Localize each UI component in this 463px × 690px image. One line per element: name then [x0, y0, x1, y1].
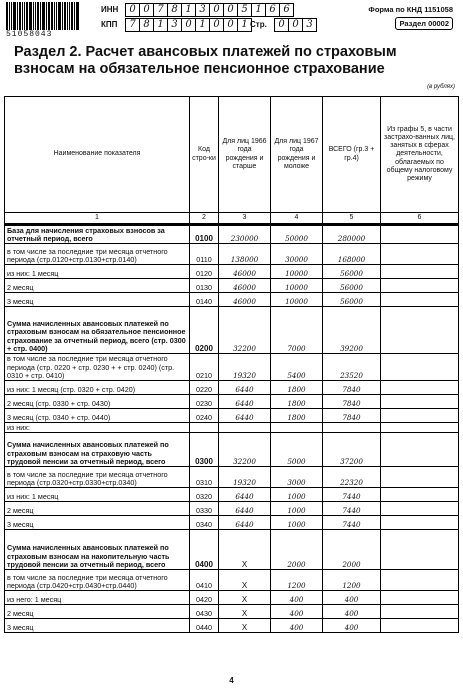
- value-col6: [381, 279, 459, 293]
- barcode-number: 51058043: [6, 30, 53, 39]
- header-col6: Из графы 5, в части застрахо-ванных лиц, занятых в сферах деятельности, облагаемых по общему налоговому режиму: [381, 97, 459, 213]
- row-code: 0130: [190, 279, 219, 293]
- table-row: [5, 395, 459, 409]
- kpp-label: КПП: [101, 20, 118, 29]
- column-number: 5: [323, 213, 381, 225]
- column-number: 1: [5, 213, 190, 225]
- digit-cell: 3: [302, 18, 317, 32]
- header-col4: Для лиц 1967 года рождения и моложе: [271, 97, 323, 213]
- row-name: 3 месяц (стр. 0340 + стр. 0440): [5, 409, 190, 423]
- value-col3: 230000: [219, 225, 271, 244]
- row-name: 3 месяц: [5, 619, 190, 633]
- value-col4: 1000: [271, 516, 323, 530]
- barcode-bar: [64, 2, 66, 30]
- value-col5: 2000: [323, 530, 381, 570]
- page-number: 4: [229, 676, 234, 685]
- contributions-table: [4, 96, 459, 633]
- row-code: 0230: [190, 395, 219, 409]
- barcode-bar: [67, 2, 68, 30]
- row-code: 0210: [190, 354, 219, 381]
- row-name: в том числе за последние три месяца отчетного периода (стр. 0220 + стр. 0230 + + стр. 0240) (стр. 0310 + стр. 0410): [5, 354, 190, 381]
- page-cells: [274, 18, 316, 32]
- digit-cell: 8: [167, 3, 182, 17]
- inn-label: ИНН: [101, 5, 119, 14]
- barcode-bar: [74, 2, 75, 30]
- row-code: 0240: [190, 409, 219, 423]
- units-label: (в рублях): [427, 84, 455, 90]
- row-code: 0300: [190, 433, 219, 467]
- value-col3: Х: [219, 570, 271, 591]
- value-col6: [381, 395, 459, 409]
- value-col6: [381, 530, 459, 570]
- value-col6: [381, 488, 459, 502]
- column-number: 3: [219, 213, 271, 225]
- barcode-bar: [13, 2, 16, 30]
- inn-cells: [125, 3, 293, 17]
- row-name: из него: 1 месяц: [5, 591, 190, 605]
- value-col3: [219, 423, 271, 433]
- barcode-bar: [22, 2, 23, 30]
- barcode-bar: [56, 2, 57, 30]
- value-col3: Х: [219, 605, 271, 619]
- value-col5: 7440: [323, 488, 381, 502]
- value-col4: 5000: [271, 433, 323, 467]
- table-row: [5, 409, 459, 423]
- value-col3: 32200: [219, 307, 271, 354]
- row-name: Сумма начисленных авансовых платежей по страховым взносам на накопительную часть трудовой пенсии за отчетный период, всего: [5, 530, 190, 570]
- header-code: Код стро-ки: [190, 97, 219, 213]
- digit-cell: 3: [195, 3, 210, 17]
- row-code: 0410: [190, 570, 219, 591]
- row-code: 0340: [190, 516, 219, 530]
- header-col5: ВСЕГО (гр.3 + гр.4): [323, 97, 381, 213]
- row-name: из них:: [5, 423, 190, 433]
- row-name: База для начисления страховых взносов за отчетный период, всего: [5, 225, 190, 244]
- column-numbers-row: [5, 213, 459, 225]
- digit-cell: 0: [223, 3, 238, 17]
- digit-cell: 6: [265, 3, 280, 17]
- value-col5: 7840: [323, 395, 381, 409]
- value-col3: 6440: [219, 502, 271, 516]
- value-col5: 168000: [323, 244, 381, 265]
- barcode-bar: [58, 2, 61, 30]
- row-name: из них: 1 месяц: [5, 265, 190, 279]
- value-col4: 1800: [271, 409, 323, 423]
- barcode-bar: [29, 2, 32, 30]
- value-col3: 46000: [219, 279, 271, 293]
- value-col4: 1000: [271, 488, 323, 502]
- value-col5: 23520: [323, 354, 381, 381]
- value-col3: 6440: [219, 409, 271, 423]
- table-row: [5, 502, 459, 516]
- row-code: 0120: [190, 265, 219, 279]
- value-col4: 10000: [271, 279, 323, 293]
- table-row: [5, 423, 459, 433]
- value-col4: 3000: [271, 467, 323, 488]
- row-name: в том числе за последние три месяца отчетного периода (стр.0120+стр.0130+стр.0140): [5, 244, 190, 265]
- value-col6: [381, 409, 459, 423]
- digit-cell: 7: [125, 18, 140, 32]
- digit-cell: 1: [181, 3, 196, 17]
- digit-cell: 0: [209, 18, 224, 32]
- value-col5: 280000: [323, 225, 381, 244]
- barcode-bar: [51, 2, 53, 30]
- row-name: 2 месяц: [5, 502, 190, 516]
- value-col4: 30000: [271, 244, 323, 265]
- row-name: Сумма начисленных авансовых платежей по страховым взносам на страховую часть трудовой пенсии за отчетный период, всего: [5, 433, 190, 467]
- row-code: 0320: [190, 488, 219, 502]
- value-col5: [323, 423, 381, 433]
- value-col3: 32200: [219, 433, 271, 467]
- value-col4: 2000: [271, 530, 323, 570]
- value-col5: 400: [323, 591, 381, 605]
- barcode-bar: [71, 2, 73, 30]
- value-col6: [381, 307, 459, 354]
- barcode-bar: [46, 2, 47, 30]
- row-name: в том числе за последние три месяца отчетного периода (стр.0320+стр.0330+стр.0340): [5, 467, 190, 488]
- value-col5: 56000: [323, 265, 381, 279]
- table-row: [5, 381, 459, 395]
- value-col3: 6440: [219, 381, 271, 395]
- table-row: [5, 265, 459, 279]
- row-code: 0330: [190, 502, 219, 516]
- value-col4: 400: [271, 605, 323, 619]
- barcode-bar: [11, 2, 12, 30]
- value-col3: Х: [219, 619, 271, 633]
- value-col3: 46000: [219, 265, 271, 279]
- value-col6: [381, 423, 459, 433]
- value-col5: 56000: [323, 293, 381, 307]
- digit-cell: 1: [153, 18, 168, 32]
- kpp-cells: [125, 18, 251, 32]
- barcode-bar: [6, 2, 8, 30]
- digit-cell: 0: [288, 18, 303, 32]
- barcode-bar: [9, 2, 10, 30]
- barcode-bar: [42, 2, 45, 30]
- row-code: 0200: [190, 307, 219, 354]
- row-name: 2 месяц: [5, 279, 190, 293]
- value-col4: 5400: [271, 354, 323, 381]
- row-name: 3 месяц: [5, 516, 190, 530]
- page-label: Стр.: [250, 20, 267, 29]
- digit-cell: 0: [209, 3, 224, 17]
- page-title: Раздел 2. Расчет авансовых платежей по страховым взносам на обязательное пенсионное страхование: [14, 44, 397, 77]
- table-row: [5, 433, 459, 467]
- value-col5: 39200: [323, 307, 381, 354]
- row-name: 3 месяц: [5, 293, 190, 307]
- header-name: Наименование показателя: [5, 97, 190, 213]
- table-row: [5, 293, 459, 307]
- barcode-bar: [37, 2, 39, 30]
- value-col5: 400: [323, 605, 381, 619]
- table-row: [5, 516, 459, 530]
- row-code: [190, 423, 219, 433]
- value-col6: [381, 381, 459, 395]
- digit-cell: 0: [181, 18, 196, 32]
- value-col3: 138000: [219, 244, 271, 265]
- table-row: [5, 488, 459, 502]
- table-row: [5, 605, 459, 619]
- digit-cell: 1: [237, 18, 252, 32]
- table-row: [5, 570, 459, 591]
- digit-cell: 0: [274, 18, 289, 32]
- row-code: 0110: [190, 244, 219, 265]
- value-col6: [381, 244, 459, 265]
- value-col3: 6440: [219, 516, 271, 530]
- barcode-bar: [19, 2, 21, 30]
- value-col5: 7440: [323, 516, 381, 530]
- value-col5: 7840: [323, 409, 381, 423]
- value-col3: 6440: [219, 488, 271, 502]
- value-col5: 37200: [323, 433, 381, 467]
- row-code: 0310: [190, 467, 219, 488]
- value-col4: [271, 423, 323, 433]
- row-code: 0220: [190, 381, 219, 395]
- row-code: 0400: [190, 530, 219, 570]
- barcode-bar: [76, 2, 79, 30]
- value-col3: 6440: [219, 395, 271, 409]
- value-col6: [381, 591, 459, 605]
- value-col6: [381, 502, 459, 516]
- value-col6: [381, 354, 459, 381]
- barcode-bar: [69, 2, 70, 30]
- value-col4: 1000: [271, 502, 323, 516]
- barcode-bar: [35, 2, 36, 30]
- row-name: в том числе за последние три месяца отчетного периода (стр.0420+стр.0430+стр.0440): [5, 570, 190, 591]
- form-code-label: Форма по КНД 1151058: [368, 5, 453, 14]
- digit-cell: 3: [167, 18, 182, 32]
- barcode-bar: [26, 2, 28, 30]
- digit-cell: 1: [251, 3, 266, 17]
- value-col6: [381, 467, 459, 488]
- value-col3: 19320: [219, 467, 271, 488]
- value-col6: [381, 293, 459, 307]
- value-col4: 400: [271, 619, 323, 633]
- table-row: [5, 591, 459, 605]
- row-name: 2 месяц: [5, 605, 190, 619]
- row-code: 0440: [190, 619, 219, 633]
- value-col3: Х: [219, 591, 271, 605]
- digit-cell: 0: [139, 3, 154, 17]
- table-row: [5, 354, 459, 381]
- value-col6: [381, 605, 459, 619]
- value-col5: 7840: [323, 381, 381, 395]
- value-col3: Х: [219, 530, 271, 570]
- table-row: [5, 530, 459, 570]
- barcode-bar: [33, 2, 34, 30]
- table-row: [5, 307, 459, 354]
- barcode-bar: [40, 2, 41, 30]
- barcode: [6, 2, 90, 30]
- value-col3: 19320: [219, 354, 271, 381]
- row-name: Сумма начисленных авансовых платежей по страховым взносам на обязательное пенсионное страхование за отчетный период, всего (стр. 0300 + стр. 0400): [5, 307, 190, 354]
- table-row: [5, 619, 459, 633]
- value-col6: [381, 619, 459, 633]
- value-col4: 1200: [271, 570, 323, 591]
- value-col6: [381, 225, 459, 244]
- barcode-bar: [17, 2, 18, 30]
- column-number: 2: [190, 213, 219, 225]
- digit-cell: 0: [125, 3, 140, 17]
- barcode-bar: [24, 2, 25, 30]
- value-col4: 7000: [271, 307, 323, 354]
- value-col4: 1800: [271, 395, 323, 409]
- value-col5: 7440: [323, 502, 381, 516]
- value-col6: [381, 570, 459, 591]
- value-col3: 46000: [219, 293, 271, 307]
- value-col5: 1200: [323, 570, 381, 591]
- value-col4: 400: [271, 591, 323, 605]
- column-number: 4: [271, 213, 323, 225]
- row-name: из них: 1 месяц (стр. 0320 + стр. 0420): [5, 381, 190, 395]
- row-code: 0140: [190, 293, 219, 307]
- table-row: [5, 225, 459, 244]
- value-col4: 50000: [271, 225, 323, 244]
- row-name: из них: 1 месяц: [5, 488, 190, 502]
- barcode-bar: [48, 2, 50, 30]
- row-code: 0100: [190, 225, 219, 244]
- table-row: [5, 244, 459, 265]
- value-col4: 10000: [271, 265, 323, 279]
- value-col4: 10000: [271, 293, 323, 307]
- row-code: 0430: [190, 605, 219, 619]
- value-col5: 22320: [323, 467, 381, 488]
- row-code: 0420: [190, 591, 219, 605]
- value-col6: [381, 265, 459, 279]
- value-col5: 56000: [323, 279, 381, 293]
- digit-cell: 8: [139, 18, 154, 32]
- column-number: 6: [381, 213, 459, 225]
- value-col5: 400: [323, 619, 381, 633]
- table-row: [5, 467, 459, 488]
- barcode-bar: [54, 2, 55, 30]
- header-col3: Для лиц 1966 года рождения и старше: [219, 97, 271, 213]
- digit-cell: 1: [195, 18, 210, 32]
- value-col4: 1800: [271, 381, 323, 395]
- digit-cell: 6: [279, 3, 294, 17]
- digit-cell: 5: [237, 3, 252, 17]
- value-col6: [381, 433, 459, 467]
- value-col6: [381, 516, 459, 530]
- row-name: 2 месяц (стр. 0330 + стр. 0430): [5, 395, 190, 409]
- barcode-bar: [62, 2, 63, 30]
- digit-cell: 0: [223, 18, 238, 32]
- table-header-row: [5, 97, 459, 213]
- digit-cell: 7: [153, 3, 168, 17]
- section-code-label: Раздел 00002: [395, 17, 453, 30]
- table-row: [5, 279, 459, 293]
